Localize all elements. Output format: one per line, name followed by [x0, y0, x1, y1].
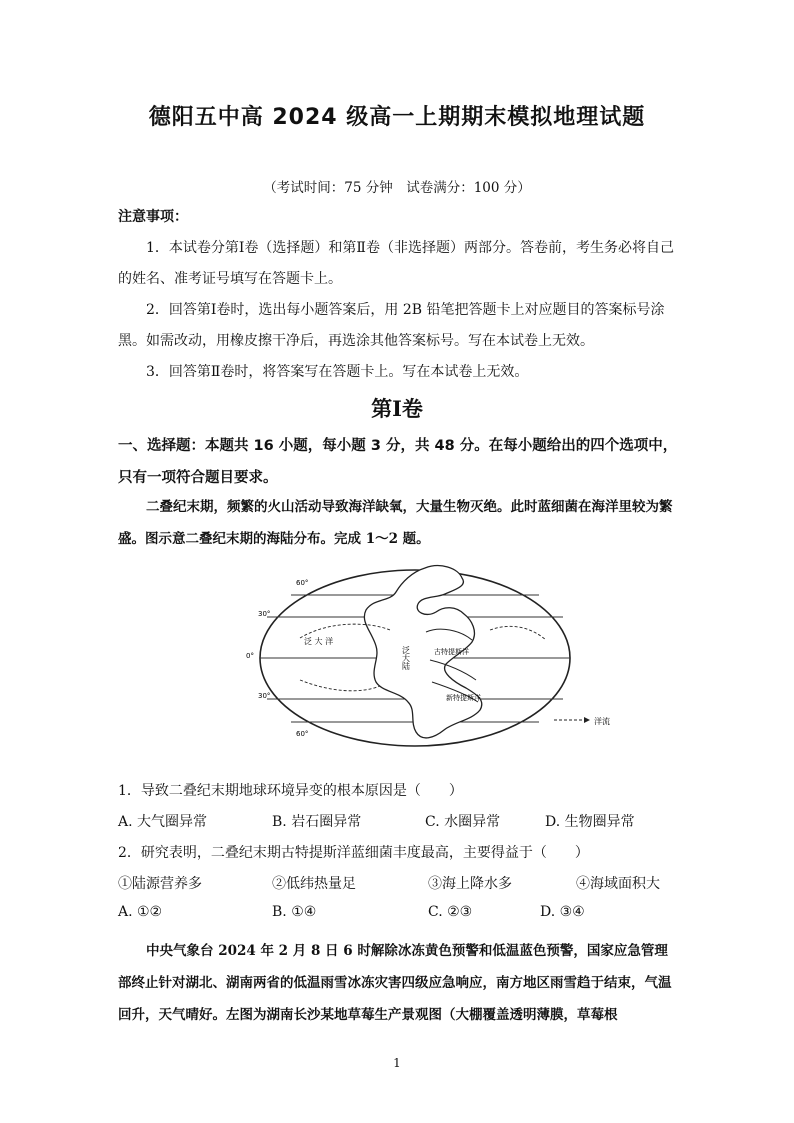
- exam-info: （考试时间：75 分钟 试卷满分：100 分）: [263, 180, 531, 196]
- q2-item-3: ③海上降水多: [428, 876, 512, 892]
- q2-option-c: C. ②③: [428, 904, 473, 920]
- lat-label-30s: 30°: [258, 692, 271, 700]
- q2-option-a: A. ①②: [118, 904, 163, 920]
- material-1: 二叠纪末期，频繁的火山活动导致海洋缺氧，大量生物灭绝。此时蓝细菌在海洋里较为繁盛。图示意二叠纪末期的海陆分布。完成 1～2 题。: [118, 499, 673, 547]
- section-instructions: 一、选择题：本题共 16 小题，每小题 3 分，共 48 分。在每小题给出的四个选项中，只有一项符合题目要求。: [118, 438, 678, 486]
- neo-tethys-label: 新特提斯洋: [446, 694, 481, 702]
- ocean-label: 泛 大 洋: [304, 637, 334, 646]
- legend-label: 洋流: [594, 717, 610, 726]
- q1-option-b: B. 岩石圈异常: [272, 814, 362, 830]
- q1-option-c: C. 水圈异常: [425, 814, 501, 830]
- q1-option-d: D. 生物圈异常: [545, 814, 635, 830]
- lat-label-0: 0°: [246, 652, 254, 660]
- note-item-1: 1．本试卷分第Ⅰ卷（选择题）和第Ⅱ卷（非选择题）两部分。答卷前，考生务必将自己的姓名、准考证号填写在答题卡上。: [118, 240, 674, 287]
- paleo-tethys-label: 古特提斯洋: [434, 648, 469, 656]
- q1-option-a: A. 大气圈异常: [118, 814, 208, 830]
- q2-item-1: ①陆源营养多: [118, 876, 202, 892]
- q2-item-4: ④海域面积大: [576, 876, 660, 892]
- lat-label-30n: 30°: [258, 610, 271, 618]
- q2-option-b: B. ①④: [272, 904, 317, 920]
- current-arrow-2: [300, 680, 380, 691]
- section-title: 第Ⅰ卷: [371, 396, 423, 421]
- question-2-stem: 2．研究表明，二叠纪末期古特提斯洋蓝细菌丰度最高，主要得益于（ ）: [118, 845, 589, 861]
- note-item-2: 2．回答第Ⅰ卷时，选出每小题答案后，用 2B 铅笔把答题卡上对应题目的答案标号涂黑。如需改动，用橡皮擦干净后，再选涂其他答案标号。写在本试卷上无效。: [118, 302, 665, 349]
- exam-title: 德阳五中高 2024 级高一上期期末模拟地理试题: [148, 105, 646, 130]
- continent-label: 泛大陆: [401, 646, 411, 670]
- material-2: 中央气象台 2024 年 2 月 8 日 6 时解除冰冻黄色预警和低温蓝色预警，国家应急管理部终止针对湖北、湖南两省的低温雨雪冰冻灾害四级应急响应，南方地区雨雪趋于结束，气温回升，天气晴好。左图为湖南长沙某地草莓生产景观图（大棚覆盖透明薄膜，草莓根: [118, 943, 672, 1023]
- lat-label-60n: 60°: [296, 579, 309, 587]
- legend-arrowhead: [584, 717, 590, 723]
- question-1-stem: 1．导致二叠纪末期地球环境异变的根本原因是（ ）: [118, 783, 463, 799]
- notes-heading: 注意事项：: [118, 209, 188, 225]
- current-arrow-3: [490, 626, 546, 640]
- note-item-3: 3．回答第Ⅱ卷时，将答案写在答题卡上。写在本试卷上无效。: [146, 364, 529, 380]
- page-number: 1: [393, 1056, 401, 1070]
- permian-map: [240, 560, 620, 750]
- lat-label-60s: 60°: [296, 730, 309, 738]
- q2-item-2: ②低纬热量足: [272, 876, 356, 892]
- q2-option-d: D. ③④: [540, 904, 585, 920]
